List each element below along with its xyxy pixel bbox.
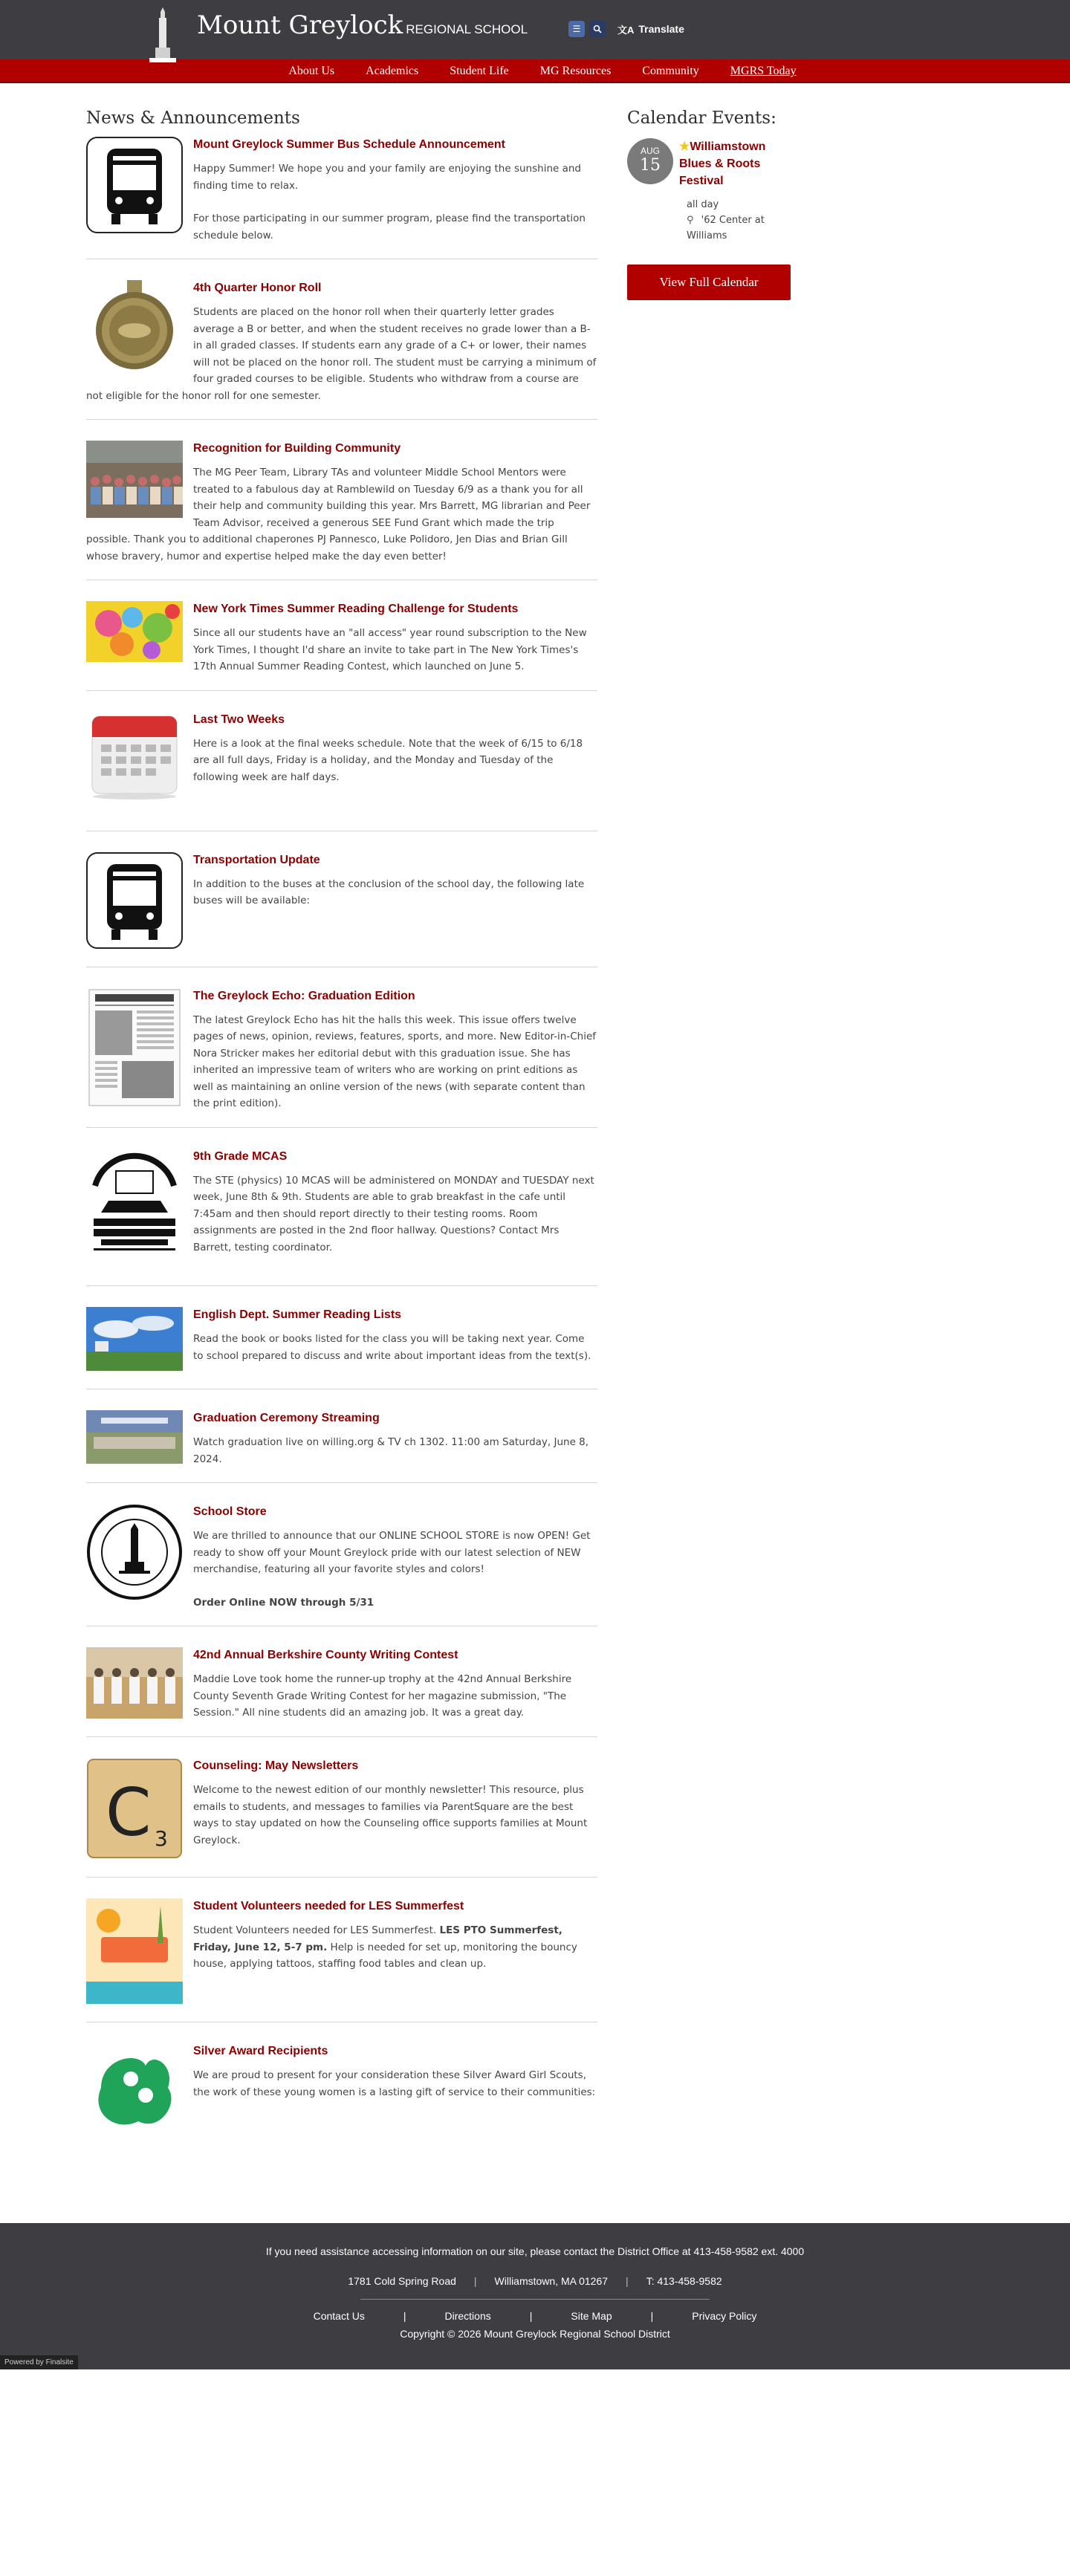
city-address: Williamstown, MA 01267 xyxy=(494,2275,609,2287)
svg-text:C: C xyxy=(106,1774,152,1851)
phone-number[interactable]: T: 413-458-9582 xyxy=(646,2275,722,2287)
site-title[interactable] xyxy=(197,10,528,40)
news-item xyxy=(86,1144,597,1287)
news-title[interactable]: 42nd Annual Berkshire County Writing Contest xyxy=(193,1649,458,1661)
view-full-calendar-button[interactable]: View Full Calendar xyxy=(627,265,791,300)
mcas-logo[interactable] xyxy=(86,1149,183,1253)
news-body: In addition to the buses at the conclusion of the school day, the following late buses will be available: xyxy=(193,877,585,906)
accessibility-notice: If you need assistance accessing information on our site, please contact the District Office at 413-458-9582 ext. 4000 xyxy=(265,2245,805,2257)
content-wrapper xyxy=(86,83,984,2153)
news-item xyxy=(86,1753,597,1878)
event-meta xyxy=(627,189,791,244)
bus-icon[interactable] xyxy=(86,137,183,233)
copyright: Copyright © 2026 Mount Greylock Regional School District xyxy=(400,2328,670,2340)
event-location-text: '62 Center at Williams xyxy=(687,215,765,241)
news-item xyxy=(86,1894,597,2022)
footer-link-site-map[interactable]: Site Map xyxy=(571,2310,612,2322)
news-title[interactable]: 4th Quarter Honor Roll xyxy=(193,282,322,294)
nav-item-mg-resources[interactable]: MG Resources xyxy=(539,65,612,77)
svg-text:3: 3 xyxy=(155,1826,168,1851)
medal-icon[interactable] xyxy=(86,280,183,377)
news-body: Watch graduation live on willing.org & TV ch 1302. 11:00 am Saturday, June 8, 2024. xyxy=(193,1436,589,1465)
street-address: 1781 Cold Spring Road xyxy=(348,2275,456,2287)
news-body-bold: LES PTO Summerfest, Friday, June 12, 5-7 pm. xyxy=(193,1924,562,1953)
news-body-text: Student Volunteers needed for LES Summerfest. xyxy=(193,1924,440,1936)
news-title[interactable]: Student Volunteers needed for LES Summerfest xyxy=(193,1900,464,1912)
news-column xyxy=(86,108,597,2153)
footer-link-contact-us[interactable]: Contact Us xyxy=(313,2310,365,2322)
event-title-text: Williamstown Blues & Roots Festival xyxy=(679,140,766,187)
tower-logo-icon[interactable] xyxy=(145,7,181,67)
news-title[interactable]: Silver Award Recipients xyxy=(193,2045,328,2057)
nav-item-student-life[interactable]: Student Life xyxy=(450,65,509,77)
translate-icon: 文A xyxy=(617,24,635,36)
utility-bar xyxy=(568,21,684,37)
news-title[interactable]: Mount Greylock Summer Bus Schedule Announcement xyxy=(193,138,505,151)
event-date-badge xyxy=(627,138,673,184)
news-title[interactable]: Recognition for Building Community xyxy=(193,442,401,455)
news-item xyxy=(86,1302,597,1389)
news-body: The latest Greylock Echo has hit the halls this week. This issue offers twelve pages of news, opinion, reviews, features, sports, and more. New Editor-in-Chief Nora Stricker makes her editorial debut with this graduation issue. She has inherited an impressive team of writers who are working on print editions as well as maintaining an online version of the news (with separate content than the print edition). xyxy=(193,1013,596,1109)
news-item xyxy=(86,1406,597,1483)
top-bar xyxy=(0,0,1070,59)
news-title[interactable]: The Greylock Echo: Graduation Edition xyxy=(193,989,415,1002)
nav-item-academics[interactable]: Academics xyxy=(366,65,419,77)
site-footer xyxy=(0,2223,1070,2369)
news-body-text: Help is needed for set up, monitoring the bouncy house, applying tattoos, staffing food tables and clean up. xyxy=(193,1941,577,1970)
news-item xyxy=(86,848,597,967)
powered-by-badge[interactable]: Powered by Finalsite xyxy=(0,2355,78,2369)
event-location xyxy=(687,212,791,244)
news-title[interactable]: School Store xyxy=(193,1505,267,1518)
calendar-event xyxy=(627,138,791,244)
news-body: Since all our students have an "all access" year round subscription to the New York Times, I thought I'd share an invite to take part in The New York Times's 17th Annual Summer Reading Contest, which launched on June 5. xyxy=(193,627,587,672)
news-body: Here is a look at the final weeks schedule. Note that the week of 6/15 to 6/18 are all full days, Friday is a holiday, and the Monday and Tuesday of the following week are half days. xyxy=(193,737,583,783)
footer-link-directions[interactable]: Directions xyxy=(444,2310,491,2322)
news-body: We are proud to present for your consideration these Silver Award Girl Scouts, the work of these young women is a lasting gift of service to their communities: xyxy=(193,2069,596,2098)
footer-divider xyxy=(360,2299,710,2300)
nav-item-mgrs-today[interactable]: MGRS Today xyxy=(730,65,797,77)
search-icon[interactable] xyxy=(589,21,606,37)
news-item xyxy=(86,597,597,691)
separator: | xyxy=(650,2310,654,2322)
site-title-sub: REGIONAL SCHOOL xyxy=(406,22,528,36)
site-header xyxy=(0,0,1070,83)
menu-icon[interactable]: ☰ xyxy=(568,21,585,37)
news-item xyxy=(86,1643,597,1737)
news-title[interactable]: Counseling: May Newsletters xyxy=(193,1759,359,1772)
news-title[interactable]: Transportation Update xyxy=(193,853,320,866)
news-item xyxy=(86,1499,597,1626)
separator: | xyxy=(529,2310,533,2322)
news-body: The MG Peer Team, Library TAs and volunteer Middle School Mentors were treated to a fabulous day at Ramblewild on Tuesday 6/9 as a thank you for all their help and community building this year. Mrs Barrett, MG librarian and Peer Team Advisor, received a generous SEE Fund Grant which made the trip possible. Thank you to additional chaperones PJ Pannesco, Luke Polidoro, Jen Dias and Brian Gill whose bravery, humor and expertise helped make the day even better! xyxy=(86,467,591,562)
news-body: The STE (physics) 10 MCAS will be administered on MONDAY and TUESDAY next week, June 8th & 9th. Students are able to grab breakfast in the cafe until 7:45am and then should report directly to their testing rooms. Room assignments are posted in the 2nd floor hallway. Questions? Contact Mrs Barrett, testing coordinator. xyxy=(193,1174,594,1253)
tile-c3[interactable] xyxy=(86,1758,183,1859)
news-item xyxy=(86,707,597,831)
news-item xyxy=(86,984,597,1128)
reading-art[interactable] xyxy=(86,601,183,662)
calendar-heading: Calendar Events: xyxy=(627,108,776,128)
students-photo[interactable] xyxy=(86,1647,183,1719)
school-seal[interactable] xyxy=(86,1504,183,1600)
calendar-sidebar xyxy=(627,108,791,2153)
site-title-main: Mount Greylock xyxy=(197,10,403,40)
nav-item-about-us[interactable]: About Us xyxy=(288,65,335,77)
separator: | xyxy=(626,2275,629,2287)
girl-scouts-logo[interactable] xyxy=(86,2043,183,2134)
news-body: We are thrilled to announce that our ONLINE SCHOOL STORE is now OPEN! Get ready to show off your Mount Greylock pride with our latest selection of NEW merchandise, featuring all your favorite styles and colors! xyxy=(193,1530,591,1575)
news-title[interactable]: 9th Grade MCAS xyxy=(193,1149,288,1163)
newspaper[interactable] xyxy=(86,988,183,1107)
news-item xyxy=(86,2039,597,2137)
news-body: Welcome to the newest edition of our monthly newsletter! This resource, plus emails to students, and messages to families via ParentSquare are the best ways to stay updated on how the Counseling office supports families at Mount Greylock. xyxy=(193,1784,588,1846)
news-body-bold: Order Online NOW through 5/31 xyxy=(193,1596,374,1609)
group-photo[interactable] xyxy=(86,441,183,518)
translate-button[interactable] xyxy=(617,22,684,36)
event-month: AUG xyxy=(640,146,660,156)
news-body: Read the book or books listed for the class you will be taking next year. Come to school prepared to discuss and write about important ideas from the text(s). xyxy=(193,1333,591,1362)
news-title[interactable]: English Dept. Summer Reading Lists xyxy=(193,1308,402,1321)
news-item xyxy=(86,132,597,259)
star-icon: ★ xyxy=(679,140,690,153)
footer-link-privacy-policy[interactable]: Privacy Policy xyxy=(692,2310,757,2322)
calendar-icon[interactable] xyxy=(86,712,183,801)
summerfest-poster[interactable] xyxy=(86,1898,183,2004)
nav-item-community[interactable]: Community xyxy=(642,65,699,77)
graduation-photo[interactable] xyxy=(86,1410,183,1464)
news-title[interactable]: Last Two Weeks xyxy=(193,713,285,726)
news-title[interactable]: Graduation Ceremony Streaming xyxy=(193,1412,380,1424)
news-body: Students are placed on the honor roll when their quarterly letter grades average a B or better, and when the student receives no grade lower than a B- in all graded classes. If students earn any grade of a C+ or lower, their names will not be placed on the honor roll. The student must be carrying a minimum of four graded courses to be eligible. Students who withdraw from a course are not eligible for the honor roll for one semester. xyxy=(86,306,597,402)
footer-address xyxy=(0,2275,1070,2287)
separator: | xyxy=(403,2310,406,2322)
event-day: 15 xyxy=(640,156,661,175)
news-item xyxy=(86,436,597,580)
sky-photo[interactable] xyxy=(86,1307,183,1371)
news-item xyxy=(86,276,597,420)
event-time: all day xyxy=(687,199,719,210)
translate-label: Translate xyxy=(638,23,684,35)
separator: | xyxy=(473,2275,477,2287)
map-pin-icon: ⚲ xyxy=(687,215,694,226)
footer-links xyxy=(0,2310,1070,2322)
news-heading: News & Announcements xyxy=(86,108,300,128)
news-body: For those participating in our summer program, please find the transportation schedule below. xyxy=(193,212,586,241)
news-body: Happy Summer! We hope you and your family are enjoying the sunshine and finding time to relax. xyxy=(193,163,581,192)
news-body: Maddie Love took home the runner-up trophy at the 42nd Annual Berkshire County Seventh Grade Writing Contest for her magazine submission, "The Session." All nine students did an amazing job. It was a great day. xyxy=(193,1673,572,1719)
bus-icon[interactable] xyxy=(86,852,183,949)
news-title[interactable]: New York Times Summer Reading Challenge for Students xyxy=(193,603,519,615)
